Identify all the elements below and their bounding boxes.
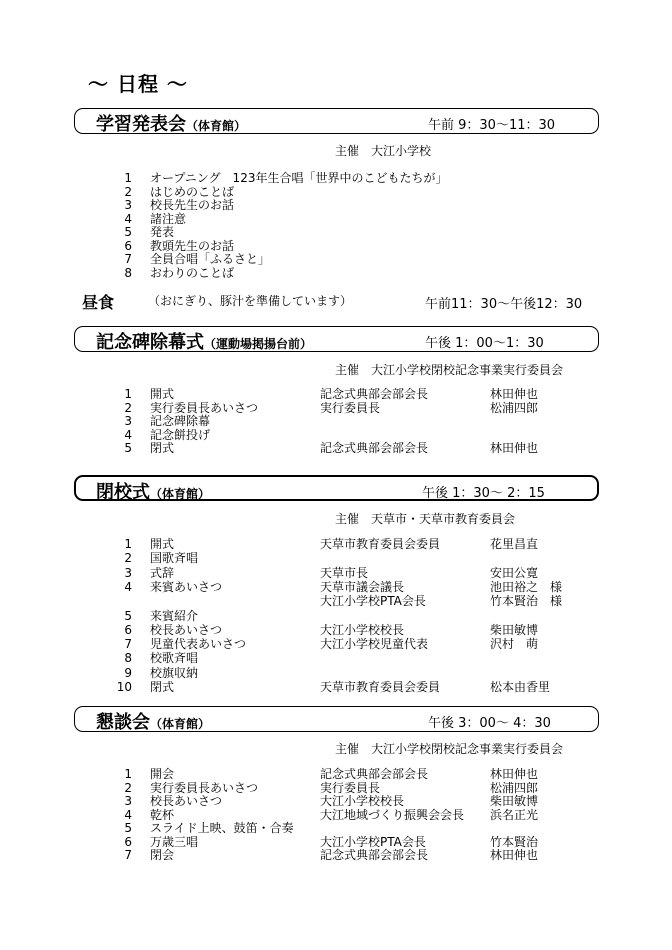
- item-role: 記念式典部会部会長: [320, 441, 429, 455]
- item-number: 2: [124, 184, 132, 199]
- item-role: 記念式典部会部会長: [320, 767, 429, 781]
- item-person: 浜名正光: [490, 807, 539, 822]
- item-number: 7: [124, 848, 132, 862]
- item-text: 校長あいさつ: [150, 622, 223, 637]
- item-text: 全員合唱「ふるさと」: [150, 252, 271, 266]
- item-text: 国歌斉唱: [150, 551, 199, 566]
- item-person: 柴田敏博: [490, 794, 539, 808]
- item-number: 8: [124, 651, 132, 666]
- item-text: おわりのことば: [150, 265, 235, 280]
- item-number: 3: [124, 565, 132, 580]
- item-role: 大江小学校児童代表: [320, 637, 429, 652]
- item-number: 5: [124, 608, 132, 623]
- item-text: 校長あいさつ: [150, 794, 223, 808]
- item-text: 万歳三唱: [150, 834, 199, 849]
- item-text: 来賓紹介: [150, 608, 199, 623]
- item-role: 大江地域づくり振興会会長: [320, 807, 465, 822]
- section-1-heading: [96, 110, 246, 136]
- item-role: 大江小学校校長: [320, 622, 405, 637]
- item-role: 天草市教育委員会委員: [320, 680, 441, 694]
- item-person: 林田伸也: [490, 387, 539, 401]
- section-3-heading: [96, 478, 210, 504]
- item-text: 閉会: [150, 848, 175, 862]
- item-number: 5: [124, 441, 132, 455]
- item-number: 7: [124, 637, 132, 652]
- item-number: 9: [124, 665, 132, 680]
- item-person: 池田裕之 様: [490, 579, 563, 594]
- section-4-organizer: 主催 大江小学校閉校記念事業実行委員会: [335, 742, 564, 756]
- item-number: 4: [124, 579, 132, 594]
- item-person: 林田伸也: [490, 441, 539, 455]
- item-number: 3: [124, 198, 132, 212]
- item-role: 天草市長: [320, 565, 369, 580]
- section-4-heading: [96, 708, 210, 734]
- section-2-organizer: 主催 大江小学校閉校記念事業実行委員会: [335, 363, 564, 377]
- item-number: 1: [124, 537, 132, 551]
- section-2-heading: [96, 328, 312, 354]
- item-number: 2: [124, 400, 132, 415]
- item-number: 1: [124, 767, 132, 781]
- item-role: 天草市教育委員会委員: [320, 537, 441, 551]
- section-3-organizer: 主催 天草市・天草市教育委員会: [335, 512, 516, 526]
- item-role: 大江小学校PTA会長: [320, 594, 426, 609]
- lunch-note: （おにぎり、豚汁を準備しています）: [148, 294, 353, 308]
- item-person: 松浦四郎: [490, 400, 539, 415]
- item-role: 実行委員長: [320, 400, 381, 415]
- item-number: 1: [124, 171, 132, 185]
- section-1-time: 午前 9：30〜11：30: [428, 118, 556, 133]
- item-role: 記念式典部会部会長: [320, 387, 429, 401]
- section-2-title: 記念碑除幕式: [96, 332, 204, 353]
- item-person: 松浦四郎: [490, 780, 539, 795]
- section-2-time: 午後 1：00〜1：30: [425, 336, 544, 351]
- item-role: 実行委員長: [320, 780, 381, 795]
- item-number: 5: [124, 821, 132, 835]
- item-text: 記念餅投げ: [150, 427, 211, 442]
- item-number: 2: [124, 780, 132, 795]
- item-person: 林田伸也: [490, 767, 539, 781]
- item-text: 児童代表あいさつ: [150, 637, 247, 652]
- item-number: 4: [124, 211, 132, 226]
- item-person: 竹本賢治: [490, 834, 539, 849]
- item-number: 5: [124, 225, 132, 239]
- item-number: 3: [124, 414, 132, 428]
- item-text: 開式: [150, 537, 175, 551]
- item-number: 6: [124, 834, 132, 849]
- item-role: 記念式典部会部会長: [320, 848, 429, 862]
- item-text: 開会: [150, 767, 175, 781]
- item-text: 実行委員長あいさつ: [150, 400, 259, 415]
- item-number: 4: [124, 427, 132, 442]
- section-4-venue: （体育館）: [150, 717, 211, 731]
- lunch-time: 午前11：30〜午後12：30: [425, 297, 583, 312]
- item-number: 10: [116, 680, 132, 694]
- item-person: 林田伸也: [490, 848, 539, 862]
- item-text: 教頭先生のお話: [150, 238, 235, 253]
- item-text: 記念碑除幕: [150, 414, 211, 428]
- item-text: 校長先生のお話: [150, 198, 235, 212]
- section-4-title: 懇談会: [96, 712, 150, 733]
- item-text: 校歌斉唱: [150, 651, 199, 666]
- item-text: 乾杯: [150, 807, 175, 822]
- item-role: 大江小学校PTA会長: [320, 834, 426, 849]
- item-text: 諸注意: [150, 211, 187, 226]
- item-number: 6: [124, 238, 132, 253]
- item-person: 安田公寛: [490, 565, 539, 580]
- item-text: 発表: [150, 225, 175, 239]
- item-text: オープニング 123年生合唱「世界中のこどもたちが」: [150, 171, 448, 185]
- item-text: 式辞: [150, 565, 175, 580]
- item-number: 2: [124, 551, 132, 566]
- section-3-time: 午後 1：30〜 2：15: [422, 486, 545, 501]
- item-number: 6: [124, 622, 132, 637]
- item-number: 1: [124, 387, 132, 401]
- section-3-title: 閉校式: [96, 482, 150, 503]
- item-number: 4: [124, 807, 132, 822]
- item-text: はじめのことば: [150, 184, 235, 199]
- section-3-venue: （体育館）: [150, 487, 211, 501]
- item-text: 開式: [150, 387, 175, 401]
- item-person: 竹本賢治 様: [490, 594, 563, 609]
- section-1-venue: （体育館）: [186, 119, 247, 133]
- item-text: 閉式: [150, 441, 175, 455]
- item-number: 7: [124, 252, 132, 266]
- item-text: スライド上映、鼓笛・合奏: [150, 821, 294, 835]
- item-number: 8: [124, 265, 132, 280]
- item-text: 来賓あいさつ: [150, 579, 223, 594]
- item-number: 3: [124, 794, 132, 808]
- item-text: 実行委員長あいさつ: [150, 780, 259, 795]
- item-text: 校旗収納: [150, 665, 199, 680]
- section-4-time: 午後 3：00〜 4：30: [428, 716, 551, 731]
- item-role: 大江小学校校長: [320, 794, 405, 808]
- item-person: 松本由香里: [490, 680, 551, 694]
- item-person: 沢村 萌: [490, 637, 539, 652]
- section-1-title: 学習発表会: [96, 114, 186, 135]
- section-1-organizer: 主催 大江小学校: [335, 144, 432, 158]
- lunch-title: 昼食: [82, 293, 115, 312]
- item-role: 天草市議会議長: [320, 579, 405, 594]
- page-title: 〜 日程 〜: [88, 72, 188, 96]
- item-person: 花里昌直: [490, 537, 539, 551]
- item-text: 閉式: [150, 680, 175, 694]
- section-2-venue: （運動場掲揚台前）: [204, 337, 313, 351]
- item-person: 柴田敏博: [490, 622, 539, 637]
